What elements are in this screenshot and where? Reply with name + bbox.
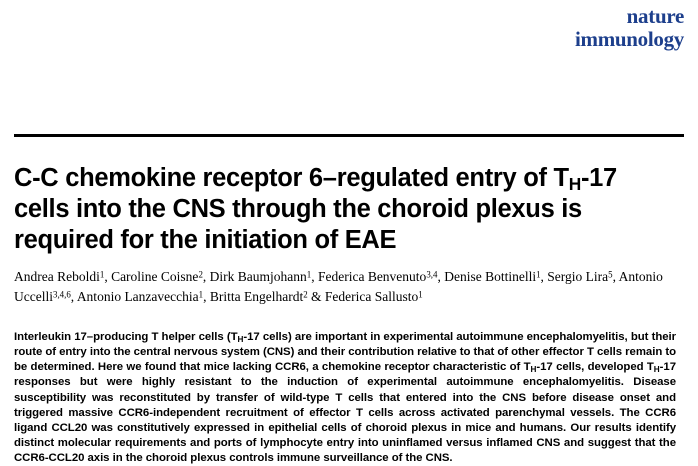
author-affiliation-marker: 1 [536, 269, 541, 280]
author-affiliation-marker: 2 [198, 269, 203, 280]
journal-name-line1: nature [626, 4, 684, 28]
author-separator: , [104, 269, 112, 284]
author-separator: , [612, 269, 619, 284]
author-affiliation-marker: 1 [306, 269, 312, 280]
author-affiliation-marker: 3,4 [426, 269, 438, 280]
author-separator: , [203, 288, 210, 304]
author-affiliation-marker: 2 [303, 288, 308, 299]
author-separator: , [311, 269, 318, 284]
title-segment-3: cells into the CNS through the choroid plexus is [14, 195, 582, 224]
author-separator: & [307, 288, 325, 304]
author-name: Caroline Coisne [111, 269, 199, 284]
author-name: Antonio Lanzavecchia [76, 288, 199, 304]
abstract-segment: -17 responses but were highly resistant to the induction of experimental autoimmune encephalomyelitis. Disease susceptibility was reconstituted by transfer of wild-type T cells that entered into the CNS before disease onset and triggered massive CCR6-independent recruitment of effector T cells across activated parenchymal vessels. The CCR6 ligand CCL20 was constitutively expressed in epithelial cells of choroid plexus in mice and humans. Our results identify distinct molecular requirements and ports of lymphocyte entry into uninflamed versus inflamed CNS and suggest that the CCR6-CCL20 axis in the choroid plexus controls immune surveillance of the CNS. [14, 361, 676, 465]
author-name: Federica Benvenuto [317, 269, 427, 284]
abstract-subscript: H [237, 334, 244, 344]
author-name: Denise Bottinelli [444, 269, 537, 284]
author-list [14, 267, 678, 306]
author-name: Andrea Reboldi [14, 269, 100, 284]
abstract-segment: -17 cells) are important in experimental autoimmune encephalomyelitis, but their route of entry into the central nervous system (CNS) and their contribution relative to that of other effector T cells remain to be determined. Here we found that mice lacking CCR6, a chemokine receptor characteristic of T [14, 331, 677, 374]
journal-masthead [575, 6, 684, 50]
author-name: Antonio Uccelli [14, 269, 663, 304]
author-name: Sergio Lira [547, 269, 609, 284]
abstract-text [14, 330, 676, 466]
author-name: Dirk Baumjohann [209, 269, 307, 284]
abstract-segment: Interleukin 17–producing T helper cells (T [14, 331, 238, 343]
page-title [14, 163, 678, 256]
abstract-segment: -17 cells, developed T [536, 361, 654, 374]
author-affiliation-marker: 1 [198, 288, 204, 299]
author-affiliation-marker: 3,4,6 [52, 288, 71, 299]
author-separator: , [540, 269, 548, 284]
abstract-subscript: H [653, 365, 660, 375]
title-subscript-h: H [568, 173, 581, 194]
abstract-subscript: H [530, 365, 537, 375]
author-separator: , [437, 269, 445, 284]
journal-name-line2: immunology [574, 27, 684, 51]
title-segment-2: -17 [580, 164, 617, 193]
author-affiliation-marker: 5 [608, 269, 613, 280]
author-name: Federica Sallusto [324, 288, 419, 304]
author-name: Britta Engelhardt [209, 288, 304, 304]
author-affiliation-marker: 1 [99, 269, 105, 280]
header-divider [14, 134, 684, 137]
author-affiliation-marker: 1 [418, 288, 423, 299]
title-segment-4: required for the initiation of EAE [14, 226, 397, 255]
author-separator: , [70, 288, 77, 304]
title-segment-1: C-C chemokine receptor 6–regulated entry of T [14, 164, 569, 193]
author-separator: , [202, 269, 210, 284]
